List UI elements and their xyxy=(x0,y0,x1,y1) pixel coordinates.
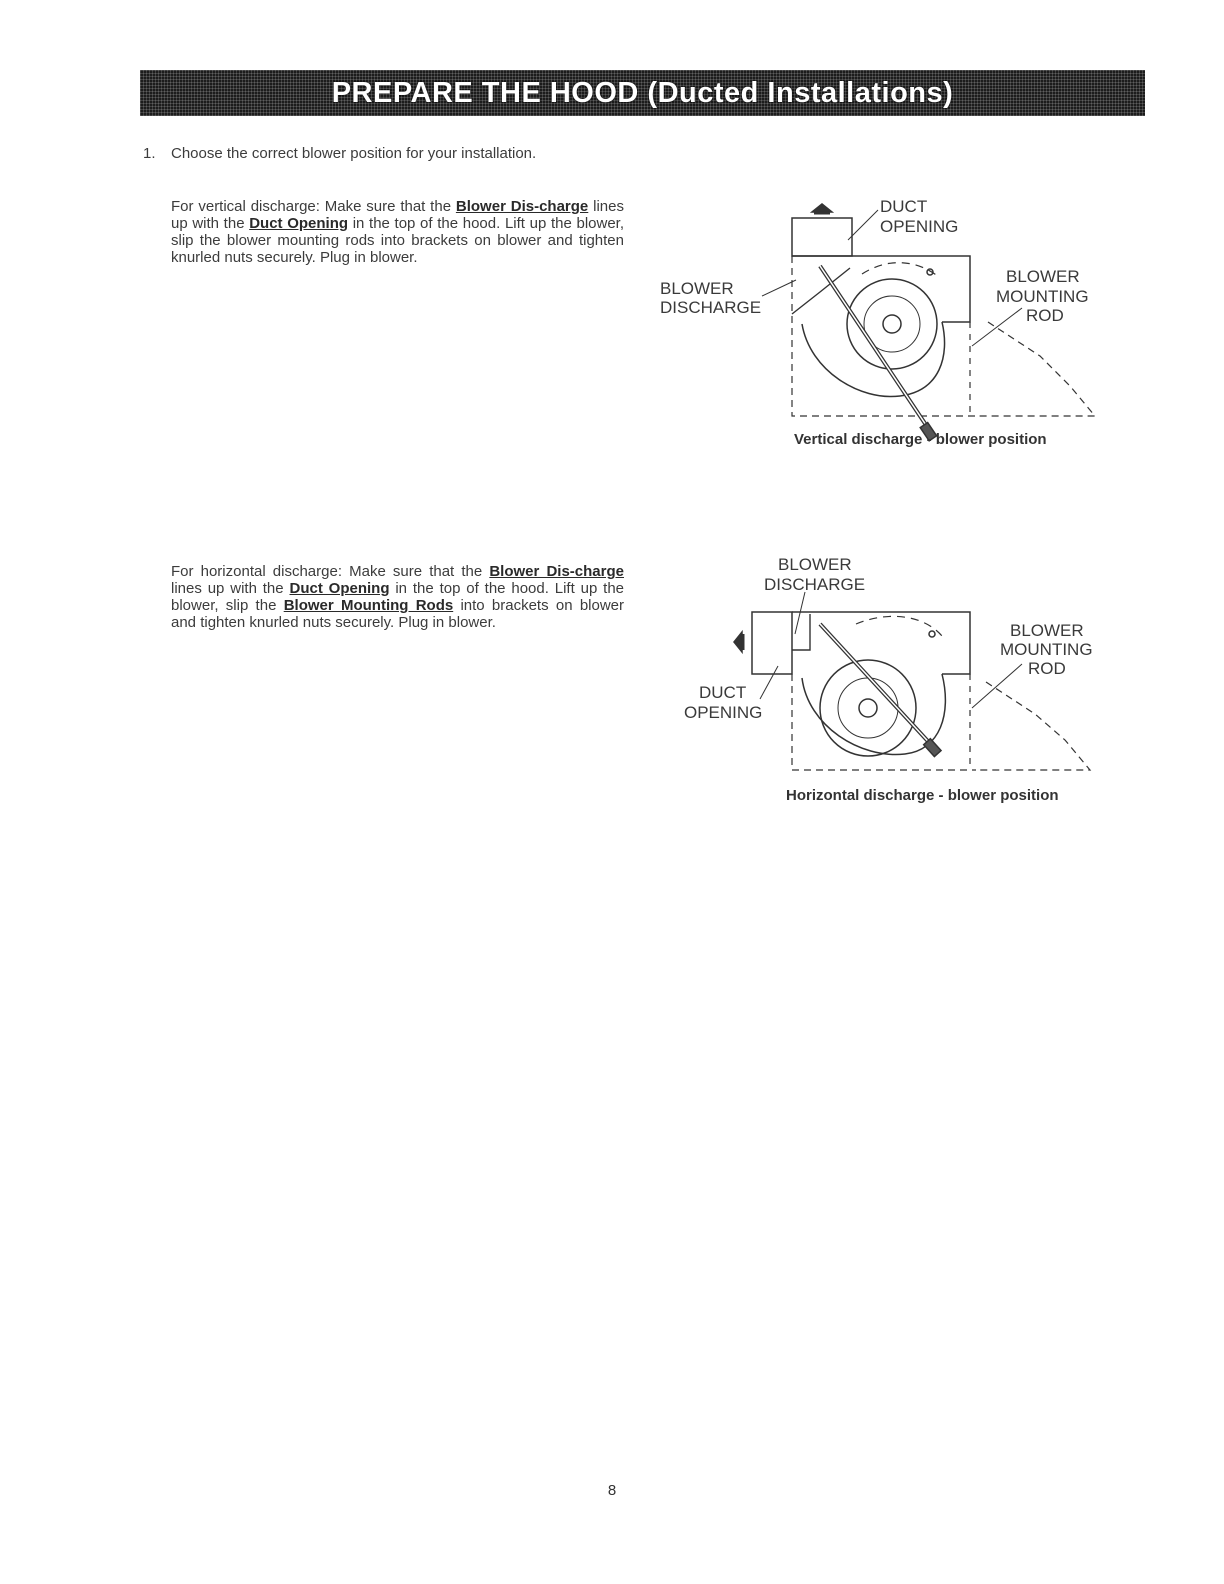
text-run: in the top of the hood. Lift up the blower, slip the blower mounting rods into brackets on blower and tighten knurled nuts securely. Plug in blower. xyxy=(171,215,625,266)
blower-housing xyxy=(792,612,970,674)
label-rod-mounting: MOUNTING xyxy=(1000,640,1093,659)
term-duct-opening: Duct Opening xyxy=(249,215,349,232)
blower-housing xyxy=(792,256,970,322)
page-number: 8 xyxy=(607,1482,617,1499)
duct-collar xyxy=(752,612,792,674)
step-1 xyxy=(143,145,536,162)
figure-caption-horizontal: Horizontal discharge - blower position xyxy=(786,787,1059,804)
label-duct: DUCT xyxy=(880,197,928,216)
label-opening: OPENING xyxy=(684,703,763,722)
term-duct-opening: Duct Opening xyxy=(289,580,390,597)
label-rod-blower: BLOWER xyxy=(1010,621,1084,640)
vertical-discharge-diagram xyxy=(650,196,1100,454)
text-run: lines up with the xyxy=(171,580,290,597)
figure-caption-vertical: Vertical discharge - blower position xyxy=(794,431,1047,448)
airflow-arrow-icon xyxy=(812,204,832,213)
text-run: lines up with the xyxy=(171,198,624,232)
label-discharge: DISCHARGE xyxy=(660,298,762,317)
label-rod-blower: BLOWER xyxy=(1006,267,1080,286)
blower-scroll xyxy=(802,322,945,397)
label-blower: BLOWER xyxy=(660,279,734,298)
step-number: 1. xyxy=(143,145,156,162)
label-blower: BLOWER xyxy=(778,555,852,574)
text-run: in the top of the hood. Lift up the blower, slip the xyxy=(171,580,624,614)
label-discharge: DISCHARGE xyxy=(764,575,866,594)
term-blower-mounting-rods: Blower Mounting Rods xyxy=(283,597,454,614)
section-header-banner xyxy=(140,70,1145,116)
blower-hub xyxy=(883,315,901,333)
blower-hub xyxy=(859,699,877,717)
label-rod-mounting: MOUNTING xyxy=(996,287,1089,306)
vertical-discharge-instructions xyxy=(171,198,624,266)
duct-collar xyxy=(792,218,852,256)
label-duct: DUCT xyxy=(699,683,747,702)
term-blower-discharge: Blower Dis-charge xyxy=(455,198,589,215)
knurled-nut xyxy=(924,739,941,757)
vertical-figure-labels xyxy=(660,197,1089,325)
label-rod: ROD xyxy=(1026,306,1064,325)
step-text: Choose the correct blower position for your installation. xyxy=(171,145,537,162)
term-blower-discharge: Blower Dis-charge xyxy=(489,563,624,580)
label-rod: ROD xyxy=(1028,659,1066,678)
text-run: For horizontal discharge: Make sure that the xyxy=(171,563,490,580)
horizontal-discharge-instructions xyxy=(171,563,624,631)
label-opening: OPENING xyxy=(880,217,959,236)
horizontal-discharge-diagram xyxy=(680,554,1105,809)
airflow-arrow-icon xyxy=(734,632,743,652)
text-run: For vertical discharge: Make sure that the xyxy=(171,198,456,215)
text-run: into brackets on blower and tighten knurled nuts securely. Plug in blower. xyxy=(171,597,625,631)
section-title: PREPARE THE HOOD (Ducted Installations) xyxy=(331,76,954,109)
